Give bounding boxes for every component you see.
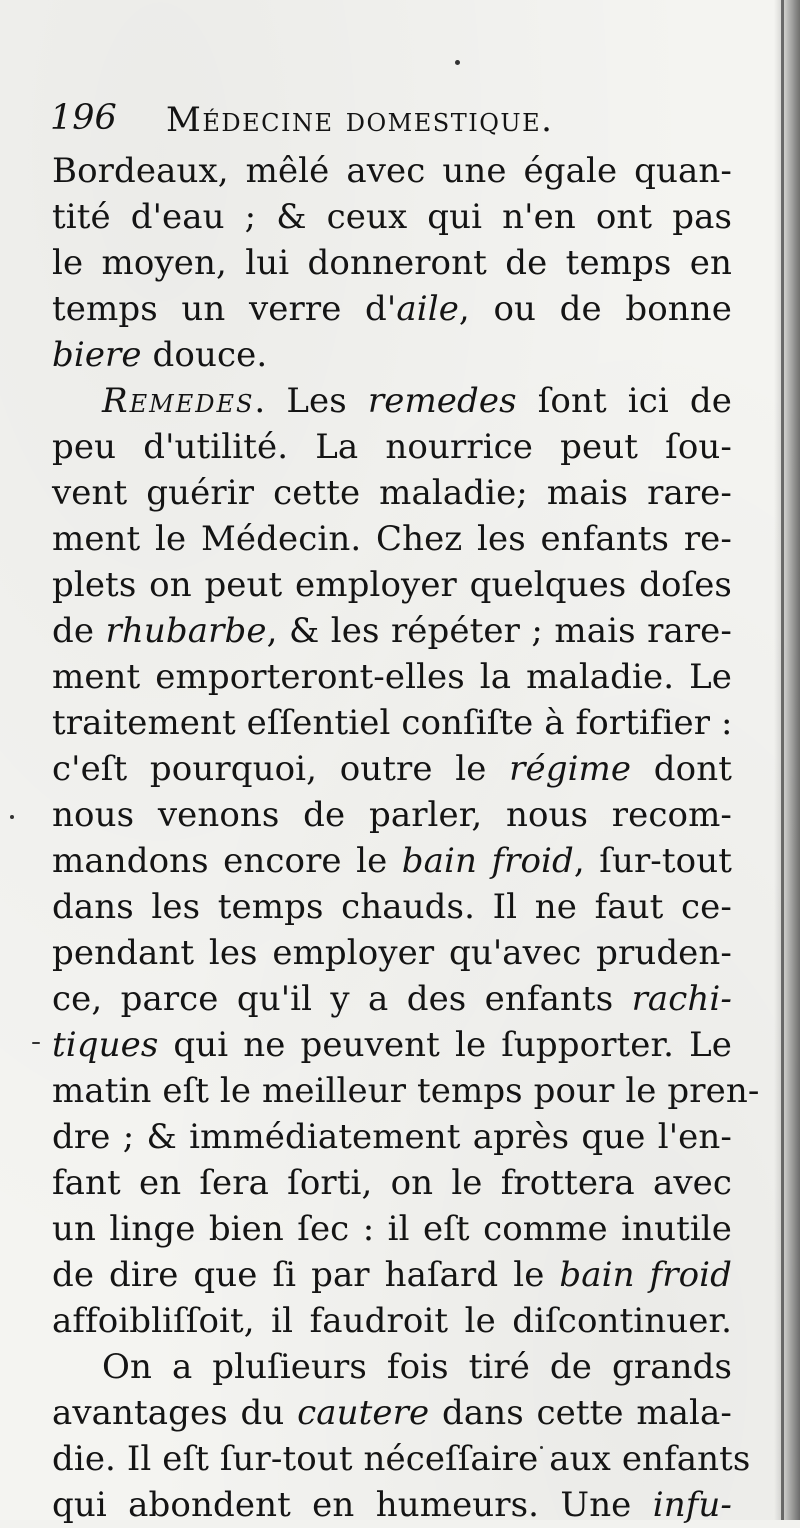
text-run: le moyen, lui donneront de temps en bbox=[52, 243, 732, 283]
italic-word: rachi- bbox=[631, 979, 732, 1019]
text-line bbox=[52, 1436, 751, 1482]
text-line bbox=[52, 470, 732, 516]
text-run: temps un verre d' bbox=[52, 289, 397, 329]
text-run: dans cette mala- bbox=[429, 1393, 732, 1433]
text-line bbox=[52, 1068, 760, 1114]
section-heading: Remedes bbox=[102, 381, 255, 421]
text-run: douce. bbox=[141, 335, 268, 375]
text-line bbox=[52, 1344, 732, 1390]
text-run: affoibliſſoit, il faudroit le diſcontinuer. bbox=[52, 1301, 732, 1341]
text-line bbox=[52, 1206, 732, 1252]
text-run: vent guérir cette maladie; mais rare- bbox=[52, 473, 732, 513]
italic-word: biere bbox=[52, 335, 142, 375]
text-run: nous venons de parler, nous recom- bbox=[52, 795, 732, 835]
italic-word: cautere bbox=[297, 1393, 430, 1433]
text-run: peu d'utilité. La nourrice peut ſou- bbox=[52, 427, 732, 467]
italic-word: infu- bbox=[652, 1485, 732, 1525]
text-run: ment le Médecin. Chez les enfants re- bbox=[52, 519, 732, 559]
text-run: Bordeaux, mêlé avec une égale quan- bbox=[52, 151, 732, 191]
running-head: Médecine domestique. bbox=[166, 100, 554, 140]
text-line bbox=[52, 1390, 732, 1436]
page-number: 196 bbox=[50, 98, 117, 138]
text-line bbox=[52, 1482, 732, 1528]
ink-speck bbox=[455, 60, 460, 65]
text-line bbox=[52, 424, 732, 470]
text-run: ce, parce qu'il y a des enfants bbox=[52, 979, 632, 1019]
text-run: matin eſt le meilleur temps pour le pren- bbox=[52, 1071, 760, 1111]
text-run: die. Il eſt ſur-tout néceſſaire aux enfants bbox=[52, 1439, 751, 1479]
text-line bbox=[52, 240, 732, 286]
text-line bbox=[52, 194, 732, 240]
text-line bbox=[52, 884, 732, 930]
italic-word: régime bbox=[509, 749, 632, 789]
ink-speck bbox=[10, 815, 14, 819]
text-run: , & les répéter ; mais rare- bbox=[266, 611, 732, 651]
text-line bbox=[52, 792, 732, 838]
text-line bbox=[52, 562, 732, 608]
italic-word: bain froid bbox=[401, 841, 574, 881]
text-run: pendant les employer qu'avec pruden- bbox=[52, 933, 732, 973]
text-run: ment emporteront-elles la maladie. Le bbox=[52, 657, 732, 697]
text-run: avantages du bbox=[52, 1393, 298, 1433]
italic-word: aile bbox=[396, 289, 459, 329]
text-run: un linge bien ſec : il eſt comme inutile bbox=[52, 1209, 732, 1249]
text-line bbox=[52, 930, 732, 976]
italic-word: rhubarbe bbox=[105, 611, 267, 651]
text-run: c'eſt pourquoi, outre le bbox=[52, 749, 510, 789]
text-line bbox=[52, 1298, 732, 1344]
text-line bbox=[52, 838, 732, 884]
text-line bbox=[52, 286, 732, 332]
text-run: , ſur-tout bbox=[573, 841, 732, 881]
text-run: On a pluſieurs fois tiré de grands bbox=[102, 1347, 732, 1387]
text-line bbox=[52, 1022, 732, 1068]
text-line bbox=[52, 746, 732, 792]
italic-word: tiques bbox=[52, 1025, 159, 1065]
text-line bbox=[52, 1160, 732, 1206]
ink-speck bbox=[32, 1042, 40, 1044]
text-run: plets on peut employer quelques doſes bbox=[52, 565, 732, 605]
text-run: de dire que ſi par haſard le bbox=[52, 1255, 560, 1295]
text-run: dre ; & immédiatement après que l'en- bbox=[52, 1117, 732, 1157]
text-run: mandons encore le bbox=[52, 841, 402, 881]
text-run: dans les temps chauds. Il ne faut ce- bbox=[52, 887, 732, 927]
text-run: ſont ici de bbox=[516, 381, 732, 421]
body-text bbox=[52, 148, 760, 1528]
text-run: , ou de bonne bbox=[458, 289, 732, 329]
page-edge-shadow bbox=[774, 0, 800, 1520]
text-run: tité d'eau ; & ceux qui n'en ont pas bbox=[52, 197, 732, 237]
text-line bbox=[52, 976, 732, 1022]
text-line bbox=[52, 700, 732, 746]
text-run: qui ne peuvent le ſupporter. Le bbox=[158, 1025, 732, 1065]
text-line bbox=[52, 378, 732, 424]
text-run: qui abondent en humeurs. Une bbox=[52, 1485, 653, 1525]
text-line bbox=[52, 332, 732, 378]
italic-word: bain froid bbox=[559, 1255, 732, 1295]
text-run: fant en ſera ſorti, on le frottera avec bbox=[52, 1163, 732, 1203]
text-run: traitement eſſentiel conſiſte à fortifier : bbox=[52, 703, 733, 743]
page-edge-line bbox=[781, 0, 784, 1520]
text-line bbox=[52, 516, 732, 562]
text-line bbox=[52, 654, 732, 700]
text-line bbox=[52, 1114, 732, 1160]
text-line bbox=[52, 1252, 732, 1298]
text-run: de bbox=[52, 611, 106, 651]
text-line bbox=[52, 608, 732, 654]
page-header bbox=[50, 98, 750, 148]
text-line bbox=[52, 148, 732, 194]
italic-word: remedes bbox=[367, 381, 517, 421]
text-run: . Les bbox=[254, 381, 368, 421]
text-run: dont bbox=[631, 749, 732, 789]
